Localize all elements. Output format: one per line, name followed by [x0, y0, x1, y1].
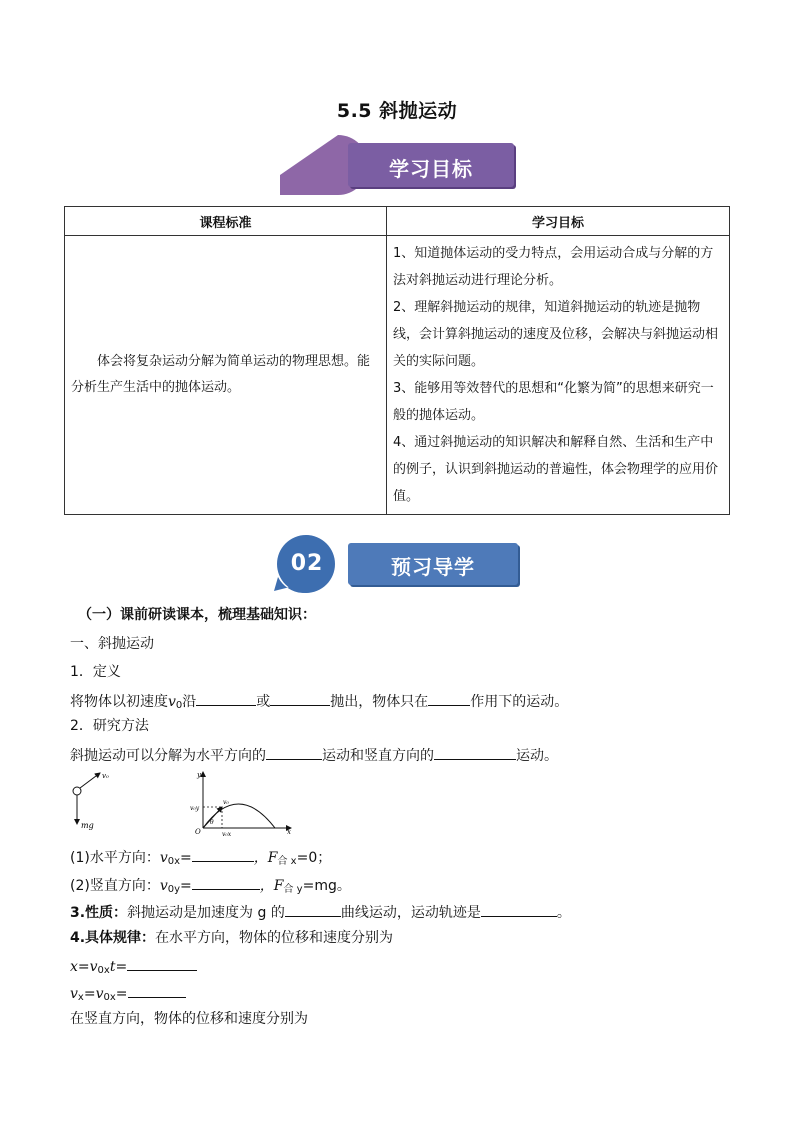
fig-label-x: x: [287, 828, 291, 836]
fig-label-v0y: v₀y: [190, 805, 200, 812]
definition-line: 将物体以初速度$v_0$沿 或 抛出，物体只在 作用下的运动。: [70, 690, 568, 716]
banner-learning-goals: [276, 133, 520, 197]
standard-cell: [65, 236, 387, 515]
method-title: 2．研究方法: [70, 718, 149, 734]
header-standard: 课程标准: [65, 207, 387, 236]
section-heading: （一）课前研读课本，梳理基础知识：: [78, 607, 316, 623]
banner-label: 学习目标: [389, 157, 473, 181]
blank-field[interactable]: [428, 690, 470, 706]
definition-title: 1．定义: [70, 664, 121, 680]
page-title: 5.5 斜抛运动: [336, 100, 458, 122]
blank-field[interactable]: [192, 846, 254, 862]
blank-field[interactable]: [285, 901, 341, 917]
blank-field[interactable]: [192, 874, 260, 890]
blank-field[interactable]: [434, 744, 516, 760]
blank-field[interactable]: [481, 901, 557, 917]
header-goals: 学习目标: [387, 207, 730, 236]
blank-field[interactable]: [128, 982, 186, 998]
standard-text: 体会将复杂运动分解为简单运动的物理思想。能分析生产生活中的抛体运动。: [71, 354, 371, 395]
blank-field[interactable]: [270, 690, 330, 706]
blank-field[interactable]: [196, 690, 256, 706]
method-line: 斜抛运动可以分解为水平方向的 运动和竖直方向的 运动。: [70, 744, 558, 766]
fig-label-v0-vec: v₀: [223, 799, 229, 806]
fig-label-theta: θ: [210, 819, 214, 826]
banner-preview: [272, 533, 524, 595]
vertical-text: 在竖直方向，物体的位移和速度分别为: [70, 1011, 308, 1027]
goals-table: [64, 206, 730, 515]
equation-velocity: $v_x=v_{0x}=$: [70, 982, 186, 1008]
banner-label: 预习导学: [391, 555, 475, 579]
banner-number: 02: [290, 551, 324, 576]
goal-3: 3、能够用等效替代的思想和“化繁为简”的思想来研究一般的抛体运动。: [393, 381, 714, 423]
vertical-line: (2)竖直方向：$v_{0y}=$ ，$F_{合 y}=mg$。: [70, 874, 351, 900]
fig-label-v0x: v₀x: [222, 831, 232, 838]
law-line: 4.具体规律：在水平方向，物体的位移和速度分别为: [70, 930, 394, 946]
equation-displacement: $x=v_{0x}t=$: [70, 955, 197, 981]
goal-4: 4、通过斜抛运动的知识解决和解释自然、生活和生产中的例子，认识到斜抛运动的普遍性，体会物理学的应用价值。: [393, 435, 719, 504]
goal-1: 1、知道抛体运动的受力特点，会用运动合成与分解的方法对斜抛运动进行理论分析。: [393, 246, 714, 288]
fig-label-o: O: [195, 828, 201, 836]
fig-label-y: y: [197, 771, 201, 779]
horizontal-line: (1)水平方向：$v_{0x}=$ ，$F_{合 x}=0$；: [70, 846, 331, 872]
goal-2: 2、理解斜抛运动的规律，知道斜抛运动的轨迹是抛物线，会计算斜抛运动的速度及位移，会解决与斜抛运动相关的实际问题。: [393, 300, 719, 369]
property-line: 3.性质：斜抛运动是加速度为 g 的 曲线运动，运动轨迹是 。: [70, 901, 571, 923]
blank-field[interactable]: [266, 744, 322, 760]
blank-field[interactable]: [127, 955, 197, 971]
fig-label-v0: v₀: [102, 772, 109, 780]
goals-cell: [387, 236, 730, 515]
projectile-figure: [66, 766, 306, 840]
item-heading: 一、斜抛运动: [70, 636, 154, 652]
fig-label-mg: mg: [81, 821, 94, 830]
